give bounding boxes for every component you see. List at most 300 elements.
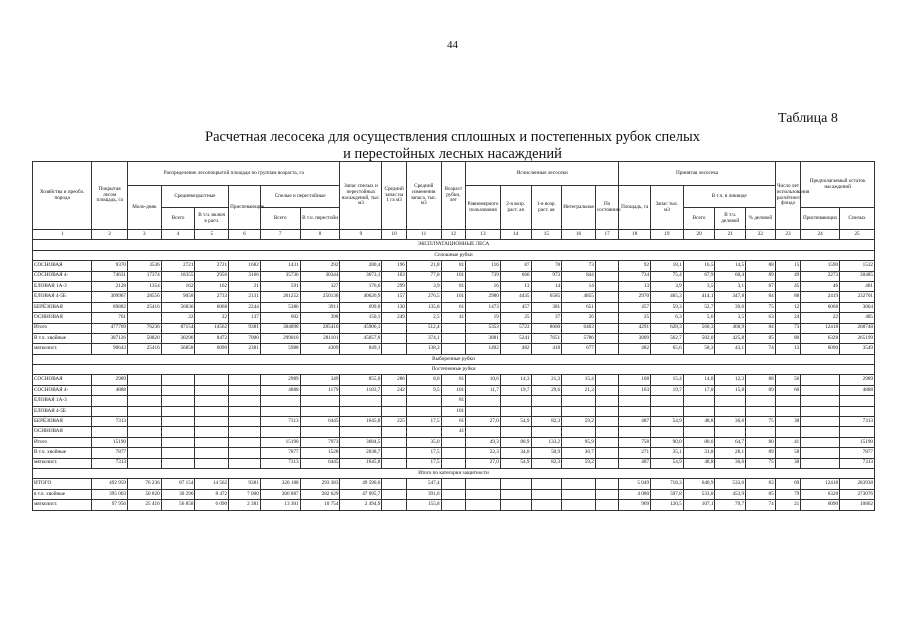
row-cell: 82,3 [531,417,562,427]
row-cell: 3881 [466,333,501,343]
row-cell [619,396,651,406]
row-cell [466,396,501,406]
hdr-accepted: Принятая лесосека [619,162,775,186]
row-cell: 973 [531,271,562,281]
row-cell: 137 [229,313,261,323]
row-cell [161,427,195,437]
row-cell [229,448,261,458]
row-cell: 6445 [300,417,340,427]
row-cell: 67,9 [683,271,715,281]
row-cell [715,406,746,416]
row-cell: 196 [382,261,407,271]
row-cell [406,406,441,416]
row-cell [195,385,229,395]
row-cell [441,323,466,333]
hdr-mid-incl: В т.ч. включ в расч. [195,208,229,230]
row-cell: 176,6 [340,281,382,291]
row-cell: 391,6 [406,489,441,499]
row-cell: 7313 [260,458,300,468]
row-cell [595,261,619,271]
row-cell: 7973 [300,437,340,447]
row-cell [128,458,162,468]
row-cell: 45906,1 [340,323,382,333]
row-label: Итого [33,437,92,447]
row-cell: 4291 [619,323,651,333]
column-number: 24 [801,230,840,240]
hdr-area: Покрытая лесом площадь, га [92,162,128,230]
row-cell: 597,8 [651,489,684,499]
table-body [33,230,875,511]
row-cell [340,396,382,406]
row-cell: 414,1 [683,292,715,302]
hdr-condition: По состоянию [595,186,619,230]
row-cell [229,458,261,468]
row-cell: 150,1 [340,313,382,323]
row-cell: 628,3 [651,323,684,333]
row-cell: 487 [619,458,651,468]
row-cell: 8,0 [406,375,441,385]
hdr-cutting-age: Возраст рубки, лет [441,162,466,230]
row-cell: 61 [441,302,466,312]
row-cell: 87154 [161,323,195,333]
section-total-label: Итого по категории защитности [33,468,875,478]
row-cell: 1492 [466,344,501,354]
row-cell [382,458,407,468]
hdr-liq-business: В т.ч. деловой [715,208,746,230]
row-cell: 418 [531,344,562,354]
table-row [33,375,875,385]
row-cell: 22 [195,313,229,323]
row-cell: 855,0 [340,375,382,385]
row-cell: 133,2 [531,437,562,447]
row-cell: 1528 [300,448,340,458]
row-cell: 65,6 [651,344,684,354]
row-cell: 481 [840,281,875,291]
row-cell: 739 [466,271,501,281]
row-cell: 90643 [92,344,128,354]
row-cell: 120,5 [651,500,684,510]
section-clear-cutting-label: Сплошные рубки [33,250,875,260]
row-cell [229,375,261,385]
table-row [33,448,875,458]
row-cell: 35,1 [651,448,684,458]
row-cell: 101 [441,385,466,395]
row-cell: 7313 [92,417,128,427]
row-cell: 6328 [801,333,840,343]
row-cell [746,406,776,416]
row-cell [441,489,466,499]
row-cell: 88,9 [500,437,531,447]
row-cell: 6068 [195,302,229,312]
section-total [33,468,875,478]
row-cell: 425,8 [715,333,746,343]
row-cell: 758 [619,437,651,447]
row-cell: 969 [619,500,651,510]
row-cell: 30485 [840,271,875,281]
row-cell: 2733 [195,292,229,302]
row-cell: 14562 [195,323,229,333]
row-cell: 81 [441,396,466,406]
row-cell [195,375,229,385]
row-cell [595,479,619,489]
row-cell [161,375,195,385]
row-cell: 13 [500,281,531,291]
row-cell: 80 [746,437,776,447]
row-cell [406,396,441,406]
row-cell: 1645,8 [340,458,382,468]
column-number: 1 [33,230,92,240]
row-cell: 19 [466,313,501,323]
row-cell: 59,2 [562,417,596,427]
row-cell: 285410 [300,323,340,333]
row-label: Итого [33,323,92,333]
row-cell [161,385,195,395]
row-cell: 1645,8 [340,417,382,427]
row-cell: 7651 [531,333,562,343]
row-cell [441,437,466,447]
row-cell: 7313 [840,458,875,468]
row-label: СОСНОВАЯ 4- [33,385,92,395]
table-row [33,406,875,416]
row-cell: 75 [746,302,776,312]
row-cell: 5786 [562,333,596,343]
table-row [33,396,875,406]
table-row [33,479,875,489]
column-number: 11 [406,230,441,240]
row-cell [229,417,261,427]
row-cell: 1431 [260,261,300,271]
row-cell [441,333,466,343]
row-cell: 14,3 [500,375,531,385]
row-cell [801,427,840,437]
row-cell: 34,0 [500,448,531,458]
row-cell [840,396,875,406]
column-number: 3 [128,230,162,240]
row-cell: 69 [775,479,801,489]
row-cell: 560,3 [683,323,715,333]
row-cell: 2989 [840,375,875,385]
row-cell [562,479,596,489]
row-cell: 89 [746,385,776,395]
row-cell [651,406,684,416]
row-cell: 130 [382,302,407,312]
row-cell: 35736 [260,271,300,281]
row-cell [683,427,715,437]
row-cell [715,427,746,437]
hdr-age2: 2-я возр. раст. ая [500,186,531,230]
row-cell: 25416 [128,302,162,312]
row-cell: 4435 [500,292,531,302]
row-cell: 502,0 [683,333,715,343]
row-label: ЕЛОВАЯ 4-5Б [33,406,92,416]
row-cell: 6445 [300,458,340,468]
row-cell: 2 381 [229,500,261,510]
row-cell: 17,5 [406,458,441,468]
row-cell [466,427,501,437]
row-cell: 5353 [466,323,501,333]
column-number: 5 [195,230,229,240]
hdr-mat-over: В т.ч. перестойн [300,208,340,230]
row-label: БЕРЁЗОВАЯ [33,302,92,312]
row-cell [466,406,501,416]
row-cell: 27,0 [466,417,501,427]
row-cell [161,417,195,427]
row-cell: 666 [500,271,531,281]
row-cell: 13 301 [260,500,300,510]
row-cell: 268748 [840,323,875,333]
row-cell [595,292,619,302]
row-cell: 15,8 [715,385,746,395]
row-cell: 75 [746,417,776,427]
row-cell [531,427,562,437]
row-cell: 73 [562,261,596,271]
hdr-stock: Запас спелых и перестойных насаждений, тыс. м3 [340,162,382,230]
column-number: 8 [300,230,340,240]
row-cell [195,458,229,468]
row-cell [260,406,300,416]
row-cell [300,406,340,416]
row-cell [595,448,619,458]
row-cell: 3,1 [715,281,746,291]
row-cell [562,427,596,437]
row-cell: 2131 [229,292,261,302]
row-cell: 6463 [562,323,596,333]
row-cell: 306 887 [260,489,300,499]
row-cell [595,313,619,323]
row-cell: 7877 [92,448,128,458]
row-cell [382,500,407,510]
row-cell [128,437,162,447]
row-cell: 31,8 [683,448,715,458]
row-cell: 9,5 [406,385,441,395]
hdr-rem-mature: Спелых [840,208,875,230]
row-cell [441,458,466,468]
row-cell: 734 [619,271,651,281]
column-number: 20 [683,230,715,240]
row-cell: 22,3 [466,448,501,458]
row-cell [441,448,466,458]
row-cell [531,406,562,416]
row-cell [619,427,651,437]
row-cell: 8060 [531,323,562,333]
column-number: 13 [466,230,501,240]
row-cell: 1179 [300,385,340,395]
row-cell [340,406,382,416]
row-cell: 116 [466,261,501,271]
table-row [33,437,875,447]
row-cell: 5386 [260,302,300,312]
row-cell [382,323,407,333]
row-cell: 74631 [92,271,128,281]
row-cell [382,427,407,437]
row-cell [466,500,501,510]
section-operational-label: ЭКСПЛУАТАЦИОННЫЕ ЛЕСА [33,240,875,250]
row-cell: 74 [746,500,776,510]
row-cell: 75,4 [651,271,684,281]
row-cell: 5,6 [683,313,715,323]
hdr-age1: 1-я возр. раст. ая [531,186,562,230]
row-cell [382,479,407,489]
row-cell [466,489,501,499]
row-cell [531,500,562,510]
row-cell: 81 [441,375,466,385]
row-cell: 17,5 [406,448,441,458]
row-cell [195,427,229,437]
row-cell: 273076 [840,489,875,499]
row-cell: 282 629 [300,489,340,499]
row-cell: 14,5 [715,261,746,271]
row-cell: 457 [619,302,651,312]
row-cell: 27,0 [466,458,501,468]
row-cell: 482 [619,344,651,354]
table-label: Таблица 8 [778,111,838,126]
row-cell: 844 [562,271,596,281]
row-cell: 2038,7 [340,448,382,458]
row-label: В т.ч. хвойные [33,333,92,343]
row-cell: 50 820 [128,489,162,499]
row-cell: 56836 [161,302,195,312]
row-cell: 320 188 [260,479,300,489]
row-label: мягколист. [33,458,92,468]
row-label: ЕЛОВАЯ 4-5Б [33,292,92,302]
column-number: 14 [500,230,531,240]
row-cell: 45057,0 [340,333,382,343]
row-cell [500,396,531,406]
row-cell: 87 [746,281,776,291]
row-cell: 13 [619,281,651,291]
row-cell: 75 [746,458,776,468]
row-cell: 21 [775,500,801,510]
row-cell [441,500,466,510]
row-cell: 5723 [500,323,531,333]
row-cell: 21 [229,281,261,291]
row-cell: 5241 [500,333,531,343]
row-cell [595,375,619,385]
row-cell: 12 [775,302,801,312]
row-cell [595,333,619,343]
row-cell: 6 090 [195,500,229,510]
row-cell [651,427,684,437]
row-cell: 8 472 [195,489,229,499]
row-cell: 43,1 [715,344,746,354]
row-cell: 718,3 [651,479,684,489]
row-cell: 22 [801,313,840,323]
hdr-age-distribution: Распределение лесопокрытой площади по группам возраста, га [128,162,340,186]
row-cell: 12418 [801,323,840,333]
row-cell [161,406,195,416]
table-row [33,302,875,312]
row-cell: 24 [775,313,801,323]
row-cell: 49 590,6 [340,479,382,489]
hdr-young: Моло-дняк [128,186,162,230]
row-cell: 82,3 [531,458,562,468]
row-cell [531,479,562,489]
row-cell: 64,7 [715,437,746,447]
row-cell [619,406,651,416]
row-cell: 49,3 [466,437,501,447]
row-cell: 5 049 [619,479,651,489]
row-cell [531,489,562,499]
column-number: 16 [562,230,596,240]
row-cell: 77,8 [406,271,441,281]
row-cell [128,313,162,323]
row-cell: 25416 [128,344,162,354]
row-cell: 3536 [128,261,162,271]
row-cell: 232701 [840,292,875,302]
row-cell: 533,8 [683,489,715,499]
row-cell: 13 [775,344,801,354]
row-cell [746,396,776,406]
row-cell [441,344,466,354]
row-cell: 85 [746,333,776,343]
hdr-liq-total: Всего [683,208,715,230]
row-cell [500,406,531,416]
row-cell [195,396,229,406]
row-cell: 54,9 [651,458,684,468]
section-gradual [33,365,875,375]
row-cell: 21,3 [562,385,596,395]
row-cell: 30296 [161,333,195,343]
row-label: ИТОГО [33,479,92,489]
row-cell [562,500,596,510]
row-cell: 849,1 [340,344,382,354]
row-cell: 3,9 [406,281,441,291]
hdr-premature: Приспевающие [229,186,261,230]
row-cell [562,406,596,416]
row-cell: 2,5 [406,313,441,323]
row-cell: 640,9 [683,479,715,489]
table-row [33,500,875,510]
hdr-area-ha: Площадь, га [619,186,651,230]
row-cell [195,437,229,447]
row-cell: 63 [746,313,776,323]
row-cell: 21,8 [406,261,441,271]
row-cell: 54,9 [651,417,684,427]
row-label: СОСНОВАЯ [33,261,92,271]
title-line-2: и перестойных лесных насаждений [343,146,562,162]
row-cell [260,396,300,406]
row-cell: 19,7 [651,385,684,395]
row-cell: 40626,9 [340,292,382,302]
row-cell: 492 959 [92,479,128,489]
row-cell [128,406,162,416]
row-cell: 60,4 [715,271,746,281]
row-cell: 37 [531,313,562,323]
hdr-remainder: Предполагаемый остаток насаждений [801,162,875,208]
row-cell: 56858 [161,344,195,354]
row-cell: 4 080 [619,489,651,499]
forest-cutting-table [32,161,875,511]
row-cell: 8472 [195,333,229,343]
row-cell: 163 [619,385,651,395]
row-cell: 3809 [619,333,651,343]
hdr-liq-pct: % деловой [746,208,776,230]
row-cell [260,427,300,437]
row-cell: 1590 [801,261,840,271]
row-cell: 17,8 [683,385,715,395]
row-cell [466,479,501,489]
row-cell: 157 [382,292,407,302]
row-cell: 10862 [840,500,875,510]
row-cell: 59,3 [651,302,684,312]
row-cell: 89 [746,448,776,458]
row-cell: 54,9 [500,458,531,468]
section-clear-cutting [33,250,875,260]
column-number: 7 [260,230,300,240]
row-cell: 12,3 [715,375,746,385]
row-label: мягколист. [33,344,92,354]
table-row [33,261,875,271]
